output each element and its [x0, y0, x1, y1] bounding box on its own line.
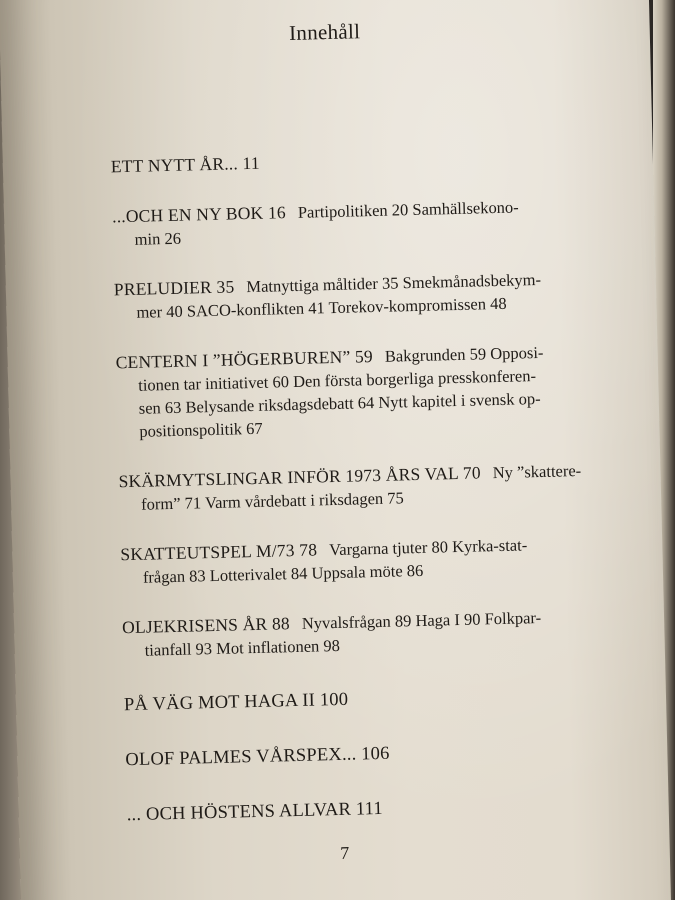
section-list-continued: form” 71 Varm vårdebatt i riksdagen 75: [140, 488, 405, 514]
toc-list: [111, 143, 648, 858]
chapter-title: CENTERN I ”HÖGERBUREN” 59: [115, 346, 374, 373]
chapter-title: OLOF PALMES VÅRSPEX... 106: [125, 743, 390, 771]
section-list: Partipolitiken 20 Samhällsekono-: [297, 197, 519, 222]
section-list: Vargarna tjuter 80 Kyrka-stat-: [328, 535, 528, 560]
chapter-title: PÅ VÄG MOT HAGA II 100: [123, 689, 349, 716]
toc-entry-och-en-ny-bok: [112, 193, 633, 252]
chapter-title: OLJEKRISENS ÅR 88: [121, 613, 291, 638]
toc-entry-centern: [115, 339, 637, 444]
chapter-title: ...OCH EN NY BOK 16: [111, 202, 287, 227]
chapter-title: PRELUDIER 35: [113, 276, 235, 300]
page-title: Innehåll: [288, 19, 361, 45]
page-number: 7: [339, 842, 350, 863]
toc-entry-ett-nytt-ar: [111, 143, 631, 179]
toc-entry-pa-vag-mot-haga: [124, 681, 644, 718]
section-list-continued: positionspolitik 67: [139, 418, 263, 441]
section-list-continued: mer 40 SACO-konflikten 41 Torekov-kompromissen 48: [136, 293, 507, 322]
section-list-continued: tianfall 93 Mot inflationen 98: [144, 635, 341, 660]
toc-entry-skarmytslingar: [118, 458, 639, 517]
toc-entry-oljekrisens-ar: [122, 604, 643, 663]
chapter-title: SKATTEUTSPEL M/73 78: [120, 539, 318, 565]
section-list-continued: min 26: [134, 228, 182, 249]
chapter-title: ETT NYTT ÅR... 11: [110, 152, 260, 177]
toc-entry-skatteutspel: [120, 531, 641, 590]
section-list: Nyvalsfrågan 89 Haga I 90 Folkpar-: [301, 608, 542, 633]
section-list: Ny ”skattere-: [492, 460, 582, 483]
section-list: Bakgrunden 59 Opposi-: [384, 342, 544, 366]
toc-entry-hostens-allvar: [126, 790, 646, 827]
chapter-title: ... OCH HÖSTENS ALLVAR 111: [126, 798, 384, 826]
toc-entry-olof-palmes: [125, 736, 645, 773]
section-list-continued: frågan 83 Lotterivalet 84 Uppsala möte 86: [142, 560, 424, 587]
toc-entry-preludier: [114, 266, 635, 325]
section-list-continued: sen 63 Belysande riksdagsdebatt 64 Nytt kapitel i svensk op-: [138, 388, 541, 418]
chapter-title: SKÄRMYTSLINGAR INFÖR 1973 ÅRS VAL 70: [118, 462, 481, 492]
section-list: Matnyttiga måltider 35 Smekmånadsbekym-: [246, 269, 542, 297]
section-list-continued: tionen tar initiativet 60 Den första borgerliga presskonferen-: [138, 366, 537, 395]
